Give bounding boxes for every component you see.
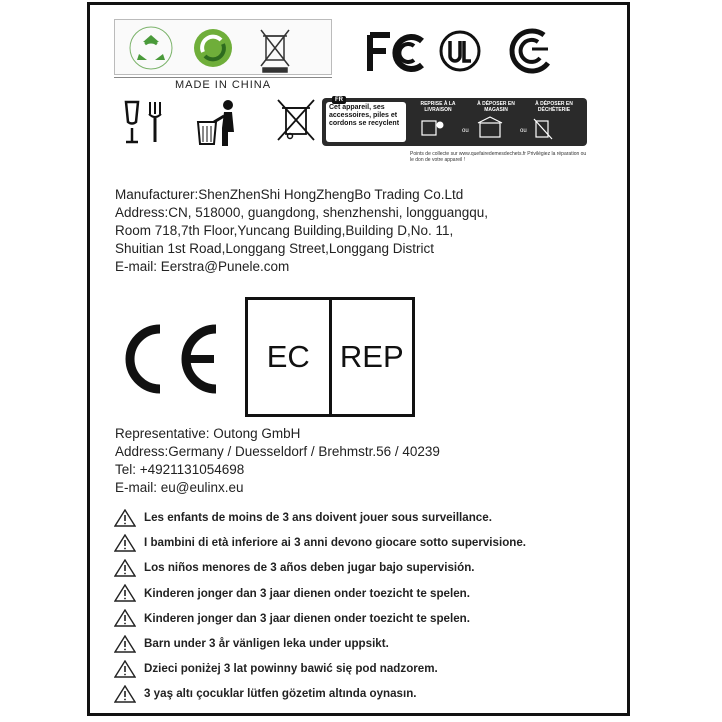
manufacturer-address-3: Shuitian 1st Road,Longgang Street,Longgang District <box>115 241 434 256</box>
manufacturer-address-2: Room 718,7th Floor,Yuncang Building,Building D,No. 11, <box>115 223 454 238</box>
warning-text-pl: Dzieci poniżej 3 lat powinny bawić się pod nadzorem. <box>144 662 438 676</box>
warning-triangle-icon <box>114 635 136 653</box>
representative-name: Representative: Outong GmbH <box>115 426 301 441</box>
manufacturer-address-1: Address:CN, 518000, guangdong, shenzhenshi, longguangqu, <box>115 205 489 220</box>
warning-text-it: I bambini di età inferiore ai 3 anni devono giocare sotto supervisione. <box>144 536 527 550</box>
warning-triangle-icon <box>114 660 136 678</box>
warning-triangle-icon <box>114 685 136 703</box>
warning-list <box>114 505 526 707</box>
ce-mark-icon <box>118 323 222 395</box>
warning-item <box>114 581 526 606</box>
warning-item <box>114 631 526 656</box>
ec-rep-symbol <box>245 297 415 417</box>
warning-item <box>114 530 526 555</box>
ul-icon <box>438 29 482 73</box>
warning-text-sv: Barn under 3 år vänligen leka under uppsikt. <box>144 637 389 651</box>
triman-or-2: ou <box>520 128 527 134</box>
green-dot-icon <box>194 29 232 67</box>
warning-item <box>114 656 526 681</box>
warning-text-nl: Kinderen jonger dan 3 jaar dienen onder toezicht te spelen. <box>144 586 470 600</box>
warning-text-nl-2: Kinderen jonger dan 3 jaar dienen onder toezicht te spelen. <box>144 611 470 625</box>
representative-address: Address:Germany / Duesseldorf / Brehmstr.56 / 40239 <box>115 444 440 459</box>
warning-text-fr: Les enfants de moins de 3 ans doivent jouer sous surveillance. <box>144 511 492 525</box>
manufacturer-block <box>115 186 488 276</box>
warning-text-tr: 3 yaş altı çocuklar lütfen gözetim altında oynasın. <box>144 687 417 701</box>
country-badge: FR <box>332 96 346 104</box>
warning-text-es: Los niños menores de 3 años deben jugar bajo supervisión. <box>144 561 475 575</box>
representative-block <box>115 425 440 497</box>
recycle-icon <box>130 27 172 69</box>
triman-or-1: ou <box>462 128 469 134</box>
warning-item <box>114 606 526 631</box>
warning-item <box>114 505 526 530</box>
weee-bin-icon <box>274 98 318 146</box>
triman-recycle-text: FR Cet appareil, ses accessoires, piles et cordons se recyclent <box>326 102 406 142</box>
manufacturer-name: Manufacturer:ShenZhenShi HongZhengBo Trading Co.Ltd <box>115 187 464 202</box>
triman-col-store: À DÉPOSER EN MAGASIN <box>477 101 515 113</box>
fcc-icon <box>366 31 428 73</box>
representative-email: E-mail: eu@eulinx.eu <box>115 480 244 495</box>
ec-rep-right: REP <box>329 300 413 414</box>
warning-triangle-icon <box>114 509 136 527</box>
triman-footer: Points de collecte sur www.quefairedemesdechets.fr Privilégiez la réparation ou le don de votre appareil ! <box>410 151 587 163</box>
warning-triangle-icon <box>114 534 136 552</box>
logo-strip <box>114 19 332 75</box>
warning-triangle-icon <box>114 609 136 627</box>
tidyman-icon <box>194 98 244 150</box>
triman-col-delivery: REPRISE À LA LIVRAISON <box>420 101 456 113</box>
crossed-bin-icon <box>261 30 289 72</box>
triman-info-panel <box>322 98 587 146</box>
warning-item <box>114 681 526 706</box>
csa-icon <box>504 27 556 75</box>
triman-icons <box>414 115 584 143</box>
warning-triangle-icon <box>114 559 136 577</box>
triman-col-dump: À DÉPOSER EN DÉCHÈTERIE <box>535 101 573 113</box>
food-safe-icon <box>120 98 166 148</box>
ec-rep-left: EC <box>266 339 310 374</box>
label-frame <box>87 2 630 716</box>
warning-item <box>114 555 526 580</box>
recycle-logos <box>115 20 333 76</box>
representative-phone: Tel: +4921131054698 <box>115 462 245 477</box>
manufacturer-email: E-mail: Eerstra@Punele.com <box>115 259 290 274</box>
warning-triangle-icon <box>114 584 136 602</box>
made-in-china-label: MADE IN CHINA <box>114 77 332 91</box>
recycling-logo-group <box>114 19 332 91</box>
